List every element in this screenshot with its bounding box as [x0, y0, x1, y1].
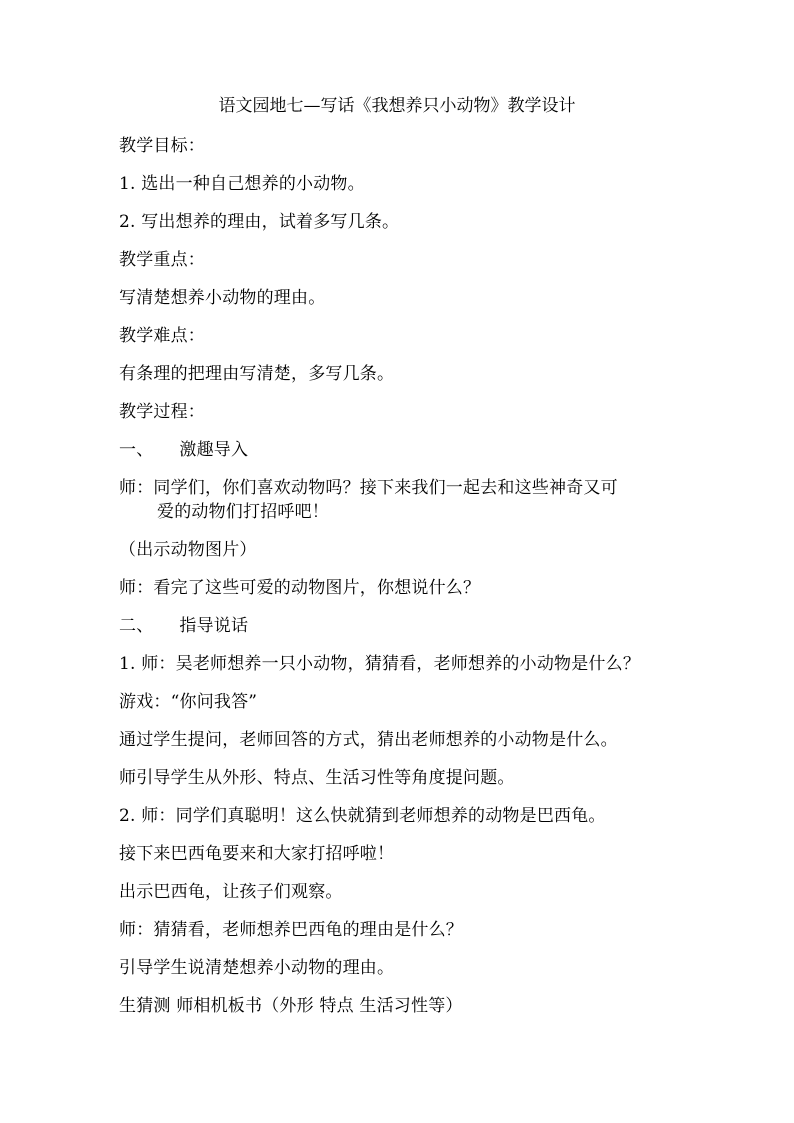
teacher-reason-question: 师：猜猜看，老师想养巴西龟的理由是什么？: [119, 920, 463, 940]
heading-key-points: 教学重点：: [119, 250, 205, 270]
paragraph-greeting: 师：同学们，你们喜欢动物吗？接下来我们一起去和这些神奇又可: [119, 478, 618, 498]
step-2-turtle-reveal: 2. 师：同学们真聪明！这么快就猜到老师想养的动物是巴西龟。: [119, 806, 606, 826]
heading-difficulties: 教学难点：: [119, 326, 205, 346]
section-1-number: 一、: [119, 440, 154, 460]
section-2-title: 指导说话: [179, 616, 249, 636]
document-title: 语文园地七—写话《我想养只小动物》教学设计: [218, 96, 576, 116]
difficulty-text: 有条理的把理由写清楚，多写几条。: [119, 364, 395, 384]
guide-reasons: 引导学生说清楚想养小动物的理由。: [119, 958, 395, 978]
observe-turtle: 出示巴西龟，让孩子们观察。: [119, 882, 343, 902]
section-2-heading: [119, 614, 248, 638]
section-1-heading: [119, 438, 248, 462]
turtle-greeting: 接下来巴西龟要来和大家打招呼啦！: [119, 844, 395, 864]
game-name: 游戏：“你问我答”: [119, 692, 258, 712]
game-method: 通过学生提问，老师回答的方式，猜出老师想养的小动物是什么。: [119, 730, 618, 750]
goal-item-1: 1. 选出一种自己想养的小动物。: [119, 174, 365, 194]
heading-teaching-goals: 教学目标：: [119, 136, 205, 156]
teacher-question-pictures: 师：看完了这些可爱的动物图片，你想说什么？: [119, 578, 481, 598]
step-1-teacher-guess: 1. 师：吴老师想养一只小动物，猜猜看，老师想养的小动物是什么？: [119, 654, 641, 674]
show-animal-pictures: （出示动物图片）: [119, 540, 257, 560]
heading-process: 教学过程：: [119, 402, 205, 422]
student-guess-board: 生猜测 师相机板书（外形 特点 生活习性等）: [119, 996, 463, 1016]
guide-questions: 师引导学生从外形、特点、生活习性等角度提问题。: [119, 768, 515, 788]
key-point-text: 写清楚想养小动物的理由。: [119, 288, 326, 308]
section-1-title: 激趣导入: [179, 440, 249, 460]
section-2-number: 二、: [119, 616, 154, 636]
goal-item-2: 2. 写出想养的理由，试着多写几条。: [119, 212, 400, 232]
paragraph-greeting-continued: 爱的动物们打招呼吧！: [157, 502, 329, 522]
